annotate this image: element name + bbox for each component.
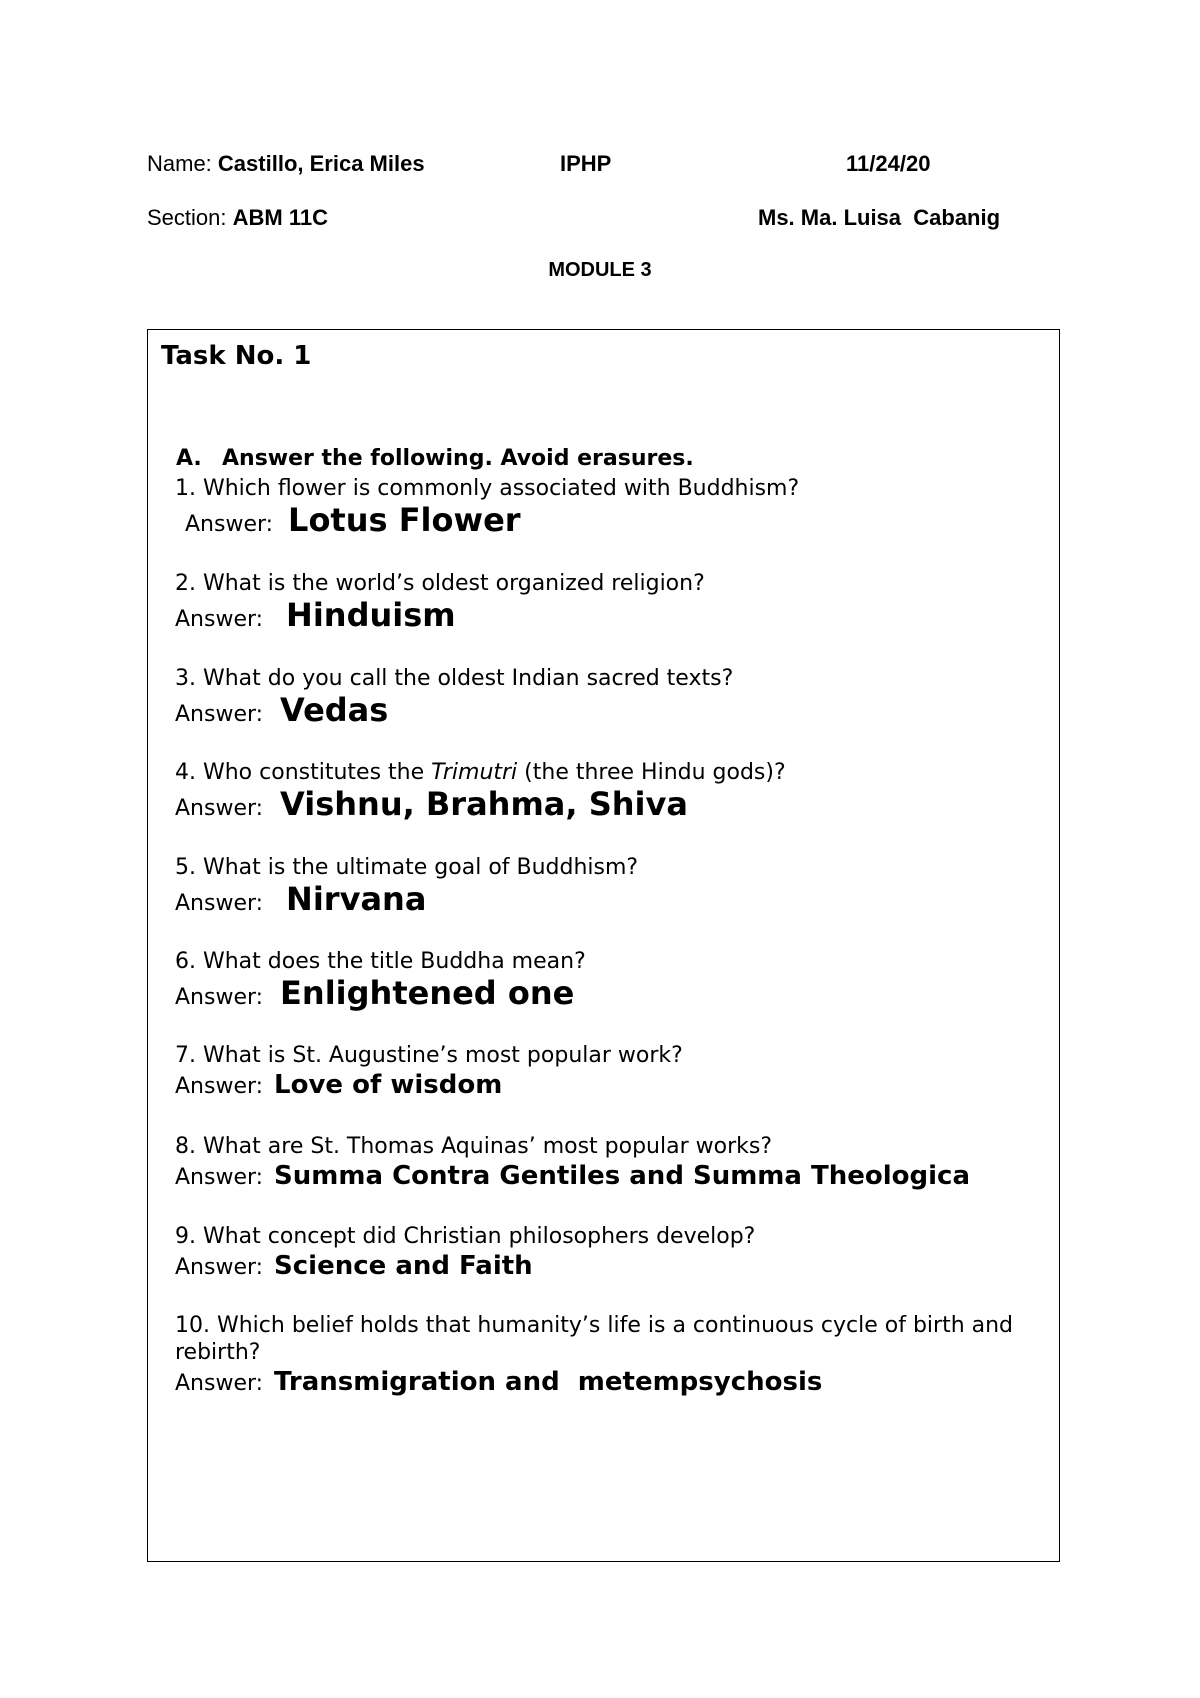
student-name: Castillo, Erica Miles bbox=[217, 151, 425, 176]
answer-value: Love of wisdom bbox=[274, 1070, 503, 1100]
answer-line bbox=[175, 597, 705, 638]
task-box bbox=[147, 329, 1060, 1562]
question-item bbox=[175, 475, 799, 543]
question-item bbox=[175, 570, 705, 638]
answer-line bbox=[175, 692, 733, 733]
question-text: 3. What do you call the oldest Indian sacred texts? bbox=[175, 666, 734, 691]
answer-label: Answer: bbox=[175, 985, 271, 1010]
name-line bbox=[147, 151, 425, 177]
question-item bbox=[175, 1223, 755, 1284]
answer-line bbox=[175, 1250, 755, 1284]
question-text-part: 4. Who constitutes the bbox=[175, 760, 432, 785]
question-italic-term: Trimutri bbox=[431, 760, 518, 785]
section-value: ABM 11C bbox=[232, 205, 328, 230]
question-item bbox=[175, 854, 638, 922]
answer-label: Answer: bbox=[185, 512, 281, 537]
answer-label: Answer: bbox=[175, 702, 271, 727]
answer-value: Nirvana bbox=[286, 880, 427, 918]
question-text: 8. What are St. Thomas Aquinas’ most popular works? bbox=[175, 1134, 773, 1159]
answer-label: Answer: bbox=[175, 1074, 271, 1099]
answer-value: Hinduism bbox=[286, 596, 456, 634]
answer-value: Vedas bbox=[280, 691, 389, 729]
instruction-text: Answer the following. Avoid erasures. bbox=[222, 446, 694, 471]
section-label: Section: bbox=[147, 205, 233, 230]
answer-value: Summa Contra Gentiles and Summa Theologica bbox=[274, 1161, 970, 1191]
instruction bbox=[176, 446, 694, 472]
question-item bbox=[175, 665, 733, 733]
subject: IPHP bbox=[560, 151, 612, 176]
section-line bbox=[147, 205, 328, 231]
answer-value: Lotus Flower bbox=[288, 501, 521, 539]
answer-label: Answer: bbox=[175, 1371, 271, 1396]
question-item bbox=[175, 948, 586, 1016]
answer-label: Answer: bbox=[175, 891, 271, 916]
instruction-letter: A. bbox=[176, 446, 202, 471]
question-text: 9. What concept did Christian philosophers develop? bbox=[175, 1224, 756, 1249]
answer-line bbox=[175, 786, 786, 827]
answer-line bbox=[175, 975, 586, 1016]
date: 11/24/20 bbox=[846, 151, 931, 176]
teacher-name: Ms. Ma. Luisa Cabanig bbox=[758, 205, 1001, 230]
question-item bbox=[175, 1042, 683, 1103]
question-text bbox=[175, 759, 786, 786]
question-text: 10. Which belief holds that humanity’s life is a continuous cycle of birth and rebirth? bbox=[175, 1313, 1014, 1365]
question-text: 1. Which flower is commonly associated with Buddhism? bbox=[175, 476, 800, 501]
question-item bbox=[175, 1133, 970, 1194]
answer-value: Science and Faith bbox=[274, 1251, 533, 1281]
question-text: 2. What is the world’s oldest organized religion? bbox=[175, 571, 705, 596]
task-title: Task No. 1 bbox=[161, 341, 312, 371]
answer-line bbox=[175, 1366, 1015, 1400]
question-item bbox=[175, 1312, 1015, 1400]
answer-label: Answer: bbox=[175, 607, 271, 632]
question-text: 5. What is the ultimate goal of Buddhism? bbox=[175, 855, 639, 880]
answer-label: Answer: bbox=[175, 1255, 271, 1280]
answer-value: Enlightened one bbox=[280, 974, 575, 1012]
answer-label: Answer: bbox=[175, 796, 271, 821]
name-label: Name: bbox=[147, 151, 218, 176]
question-item bbox=[175, 759, 786, 827]
answer-line bbox=[175, 881, 638, 922]
module-title: MODULE 3 bbox=[548, 259, 652, 281]
question-text: 6. What does the title Buddha mean? bbox=[175, 949, 586, 974]
answer-line bbox=[175, 1160, 970, 1194]
question-text: 7. What is St. Augustine’s most popular work? bbox=[175, 1043, 683, 1068]
question-text-part: (the three Hindu gods)? bbox=[517, 760, 786, 785]
answer-value: Vishnu, Brahma, Shiva bbox=[280, 785, 688, 823]
answer-line bbox=[175, 1069, 683, 1103]
answer-label: Answer: bbox=[175, 1165, 271, 1190]
answer-value: Transmigration and metempsychosis bbox=[274, 1367, 823, 1397]
answer-line bbox=[185, 502, 799, 543]
